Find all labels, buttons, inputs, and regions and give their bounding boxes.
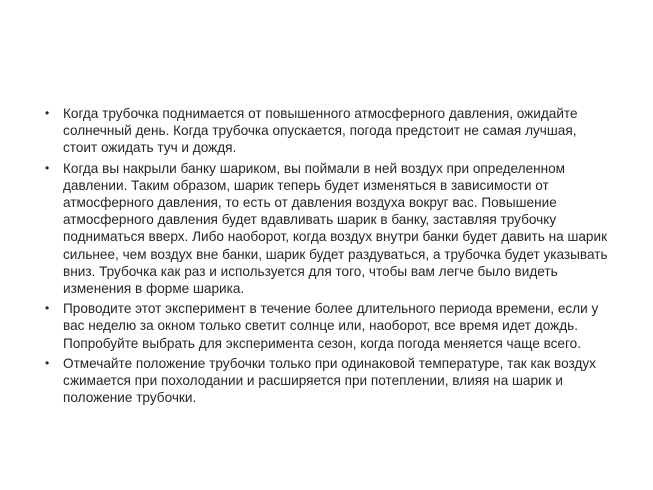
bullet-icon: • <box>45 355 50 370</box>
bullet-icon: • <box>45 301 50 316</box>
bullet-icon: • <box>45 160 50 175</box>
bullet-list <box>44 105 614 409</box>
bullet-icon: • <box>45 106 50 120</box>
bullet-item-weather-prediction <box>44 105 614 157</box>
bullet-item-temperature-note <box>44 355 614 407</box>
bullet-text: Проводите этот эксперимент в течение более длительного периода времени, если у вас неделю за окном только светит солнце или, наоборот, все время идет дождь. Попробуйте выбрать для эксперимента сезон, когда погода меняется чаще всего. <box>63 301 599 351</box>
bullet-item-experiment-duration <box>44 300 614 352</box>
bullet-item-jar-balloon-explanation <box>44 160 614 298</box>
bullet-text: Когда вы накрыли банку шариком, вы поймали в ней воздух при определенном давлении. Таким образом, шарик теперь будет изменяться в зависимости от атмосферного давления, то есть от давления воздуха вокруг вас. Повышение атмосферного давления будет вдавливать шарик в банку, заставляя трубочку подниматься вверх. Либо наоборот, когда воздух внутри банки будет давить на шарик сильнее, чем воздух вне банки, шарик будет раздуваться, а трубочка будет указывать вниз. Трубочка как раз и используется для того, чтобы вам легче было видеть изменения в форме шарика. <box>63 160 608 297</box>
bullet-text: Отмечайте положение трубочки только при одинаковой температуре, так как воздух сжимается при похолодании и расширяется при потеплении, влияя на шарик и положение трубочки. <box>63 355 596 406</box>
bullet-text: Когда трубочка поднимается от повышенного атмосферного давления, ожидайте солнечный день. Когда трубочка опускается, погода предстоит не самая лучшая, стоит ожидать туч и дождя. <box>63 106 578 156</box>
